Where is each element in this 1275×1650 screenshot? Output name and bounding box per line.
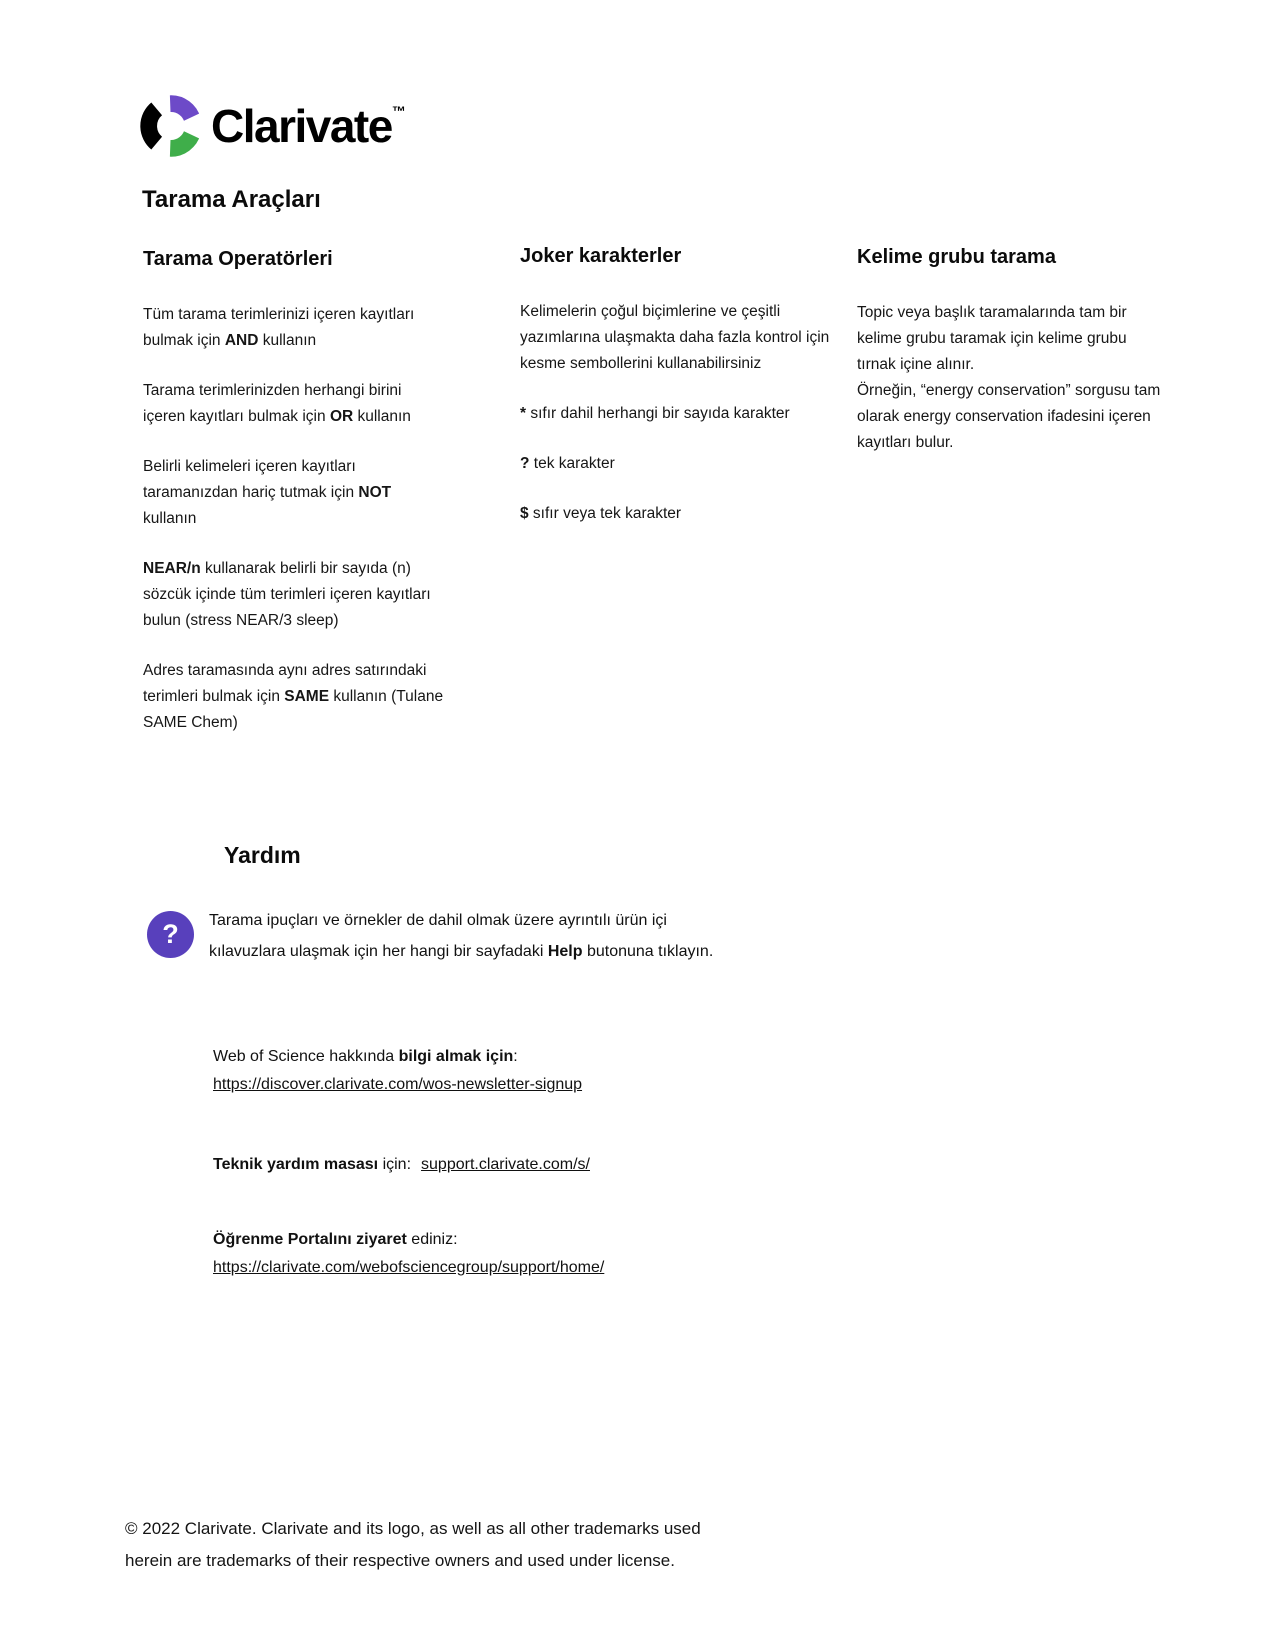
logo-arc-black [149,109,157,143]
newsletter-label [213,1043,582,1071]
bold-run: NEAR/n [143,560,201,577]
page-title: Tarama Araçları [142,186,321,213]
learning-portal-label [213,1226,604,1254]
question-mark-icon [147,911,194,958]
bold-run: * [520,405,527,422]
text-run: Tarama ipuçları ve örnekler de dahil olmak üzere ayrıntılı ürün içi kılavuzlara ulaşmak için her hangi bir sayfadaki [209,912,667,960]
learning-portal-link-line [213,1254,604,1282]
logo-brand-text: Clarivate [211,100,392,152]
newsletter-signup-link[interactable]: https://discover.clarivate.com/wos-newsletter-signup [213,1076,583,1093]
support-label [213,1156,411,1173]
newsletter-link-line [213,1071,582,1099]
question-wildcard-text [520,451,838,477]
column-phrase-search [857,244,1165,456]
text-run: Örneğin, “energy conservation” sorgusu tam olarak energy conservation ifadesini içeren kayıtları bulur. [857,382,1161,451]
asterisk-wildcard-text [520,401,838,427]
text-run: Belirli kelimeleri içeren kayıtları taramanızdan hariç tutmak için [143,458,359,501]
phrase-search-heading: Kelime grubu tarama [857,246,1056,268]
near-operator-text [143,556,445,634]
text-run: Topic veya başlık taramalarında tam bir kelime grubu taramak için kelime grubu tırnak içine alınır. [857,304,1127,373]
bold-run: ? [520,455,530,472]
text-run: ediniz: [406,1231,458,1248]
logo-arc-purple [170,104,192,121]
logo-trademark-symbol: ™ [391,103,406,119]
support-info-block [213,1151,590,1179]
help-intro-text [209,905,729,967]
bold-run: Help [547,943,583,960]
dollar-wildcard-text [520,501,838,527]
text-run: : [513,1048,518,1065]
text-run: Adres taramasında aynı adres satırındaki terimleri bulmak için [143,662,427,705]
text-run: sıfır veya tek karakter [528,505,682,522]
text-run: Tarama terimlerinizden herhangi birini içeren kayıtları bulmak için [143,382,402,425]
bold-run: AND [224,332,259,349]
column-wildcards [520,243,838,551]
question-mark-glyph: ? [162,919,179,949]
bold-run: SAME [284,688,330,705]
or-operator-text [143,378,445,430]
learning-portal-link[interactable]: https://clarivate.com/webofsciencegroup/support/home/ [213,1259,605,1276]
wildcards-intro-text [520,299,838,377]
logo-arc-green [170,132,192,149]
bold-run: bilgi almak için [398,1048,514,1065]
wildcards-heading: Joker karakterler [520,245,682,267]
search-operators-heading: Tarama Operatörleri [143,248,333,270]
text-run: kullanın [258,332,317,349]
support-desk-link[interactable]: support.clarivate.com/s/ [421,1156,590,1173]
bold-run: OR [329,408,354,425]
text-run: kullanın (Tulane SAME Chem) [143,688,444,731]
help-heading: Yardım [224,842,301,868]
text-run: kullanarak belirli bir sayıda (n) sözcük içinde tüm terimleri içeren kayıtları bulun (stress NEAR/3 sleep) [143,560,431,629]
bold-run: Öğrenme Portalını ziyaret [213,1231,407,1248]
logo-wordmark [211,100,406,152]
text-run: Kelimelerin çoğul biçimlerine ve çeşitli yazımlarına ulaşmakta daha fazla kontrol için kesme sembollerini kullanabilirsiniz [520,303,830,372]
text-run: Web of Science hakkında [213,1048,399,1065]
newsletter-info-block [213,1043,582,1099]
phrase-example-text [857,378,1165,456]
column-search-operators [143,246,445,760]
clarivate-logo [140,94,406,158]
clarivate-logo-icon [140,94,202,158]
text-run: sıfır dahil herhangi bir sayıda karakter [526,405,790,422]
text-run: kullanın [353,408,411,425]
phrase-search-text [857,300,1165,378]
and-operator-text [143,302,445,354]
text-run: butonuna tıklayın. [582,943,714,960]
bold-run: $ [520,505,529,522]
text-run: için: [378,1156,412,1173]
copyright-line-2: herein are trademarks of their respective owners and used under license. [125,1551,675,1570]
same-operator-text [143,658,445,736]
text-run: Tüm tarama terimlerinizi içeren kayıtları bulmak için [143,306,415,349]
copyright-line-1: © 2022 Clarivate. Clarivate and its logo, as well as all other trademarks used [125,1519,701,1538]
copyright-footer [125,1513,701,1577]
bold-run: NOT [358,484,392,501]
text-run: kullanın [143,510,197,527]
text-run: tek karakter [529,455,615,472]
bold-run: Teknik yardım masası [213,1156,379,1173]
not-operator-text [143,454,445,532]
learning-portal-block [213,1226,604,1282]
